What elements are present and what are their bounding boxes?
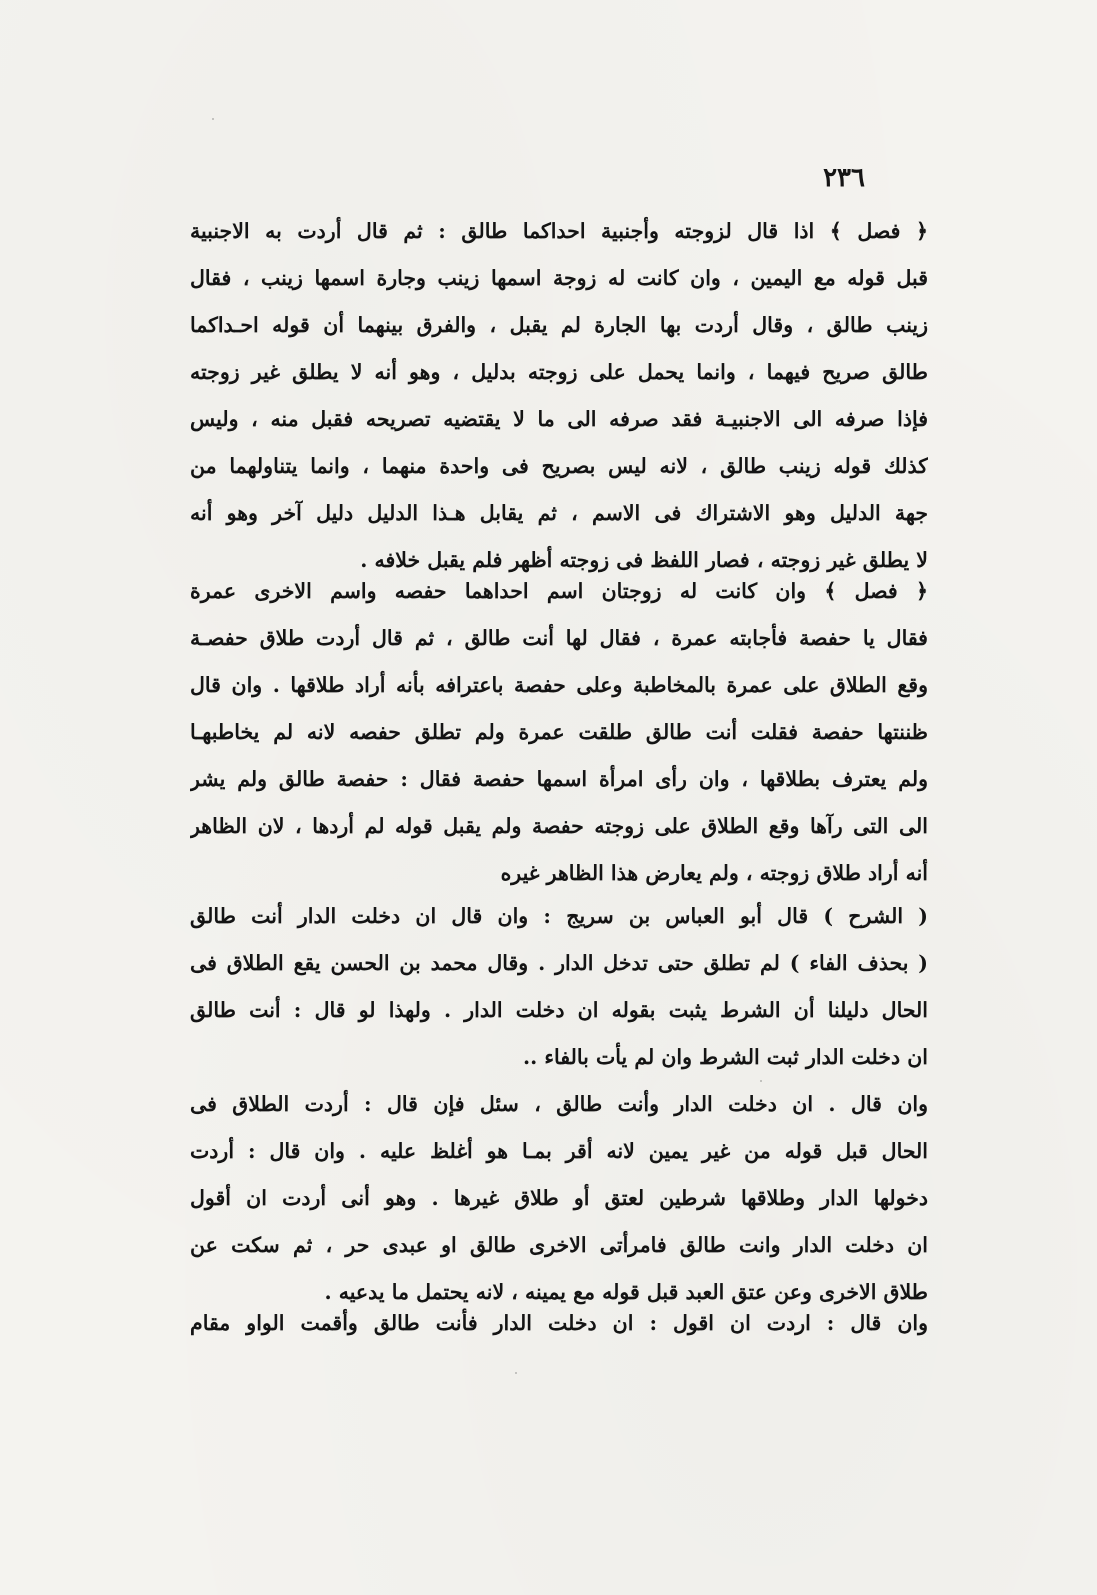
text-line: كذلك قوله زينب طالق ، لانه ليس بصريح فى واحدة منهما ، وانما يتناولهما من (190, 454, 928, 478)
paragraph-condition-waw (190, 1081, 928, 1316)
text-line: ان دخلت الدار وانت طالق فامرأتى الاخرى طالق او عبدى حر ، ثم سكت عن (190, 1233, 928, 1257)
paragraph-fasl-hafsa-amra (190, 568, 928, 897)
paragraph-sharh-commentary (190, 893, 928, 1081)
scan-speck (515, 1372, 517, 1374)
text-line: ظننتها حفصة فقلت أنت طالق طلقت عمرة ولم تطلق حفصه لانه لم يخاطبهـا (190, 720, 928, 744)
text-line: ﴿ فصل ﴾ وان كانت له زوجتان اسم احداهما حفصه واسم الاخرى عمرة (190, 579, 928, 603)
text-line: لا يطلق غير زوجته ، فصار اللفظ فى زوجته أظهر فلم يقبل خلافه . (360, 548, 928, 572)
text-line: الحال دليلنا أن الشرط يثبت بقوله ان دخلت الدار . ولهذا لو قال : أنت طالق (190, 998, 928, 1022)
text-line: الى التى رآها وقع الطلاق على زوجته حفصة ولم يقبل قوله لم أردها ، لان الظاهر (190, 814, 928, 838)
text-line: فقال يا حفصة فأجابته عمرة ، فقال لها أنت طالق ، ثم قال أردت طلاق حفصـة (190, 626, 928, 650)
text-line: وان قال . ان دخلت الدار وأنت طالق ، سئل فإن قال : أردت الطلاق فى (190, 1092, 928, 1116)
text-line: ﴿ فصل ﴾ اذا قال لزوجته وأجنبية احداكما طالق : ثم قال أردت به الاجنبية (190, 219, 928, 243)
scan-speck (760, 1080, 762, 1082)
text-line: ولم يعترف بطلاقها ، وان رأى امرأة اسمها حفصة فقال : حفصة طالق ولم يشر (190, 767, 928, 791)
text-line: طلاق الاخرى وعن عتق العبد قبل قوله مع يمينه ، لانه يحتمل ما يدعيه . (324, 1280, 928, 1304)
text-line: ( الشرح ) قال أبو العباس بن سريج : وان قال ان دخلت الدار أنت طالق (190, 904, 928, 928)
text-line: زينب طالق ، وقال أردت بها الجارة لم يقبل ، والفرق بينهما أن قوله احـداكما (190, 313, 928, 337)
text-line: ( بحذف الفاء ) لم تطلق حتى تدخل الدار . وقال محمد بن الحسن يقع الطلاق فى (190, 951, 928, 975)
text-line: الحال قبل قوله من غير يمين لانه أقر بمـا هو أغلظ عليه . وان قال : أردت (190, 1139, 928, 1163)
text-line: وان قال : اردت ان اقول : ان دخلت الدار فأنت طالق وأقمت الواو مقام (190, 1311, 928, 1335)
text-line: أنه أراد طلاق زوجته ، ولم يعارض هذا الظاهر غيره (500, 861, 928, 885)
page-number: ٢٣٦ (823, 163, 865, 193)
text-line: ان دخلت الدار ثبت الشرط وان لم يأت بالفاء .. (522, 1045, 928, 1069)
scan-speck (212, 118, 214, 120)
text-line: دخولها الدار وطلاقها شرطين لعتق أو طلاق غيرها . وهو أنى أردت ان أقول (190, 1186, 928, 1210)
text-line: طالق صريح فيهما ، وانما يحمل على زوجته بدليل ، وهو أنه لا يطلق غير زوجته (190, 360, 928, 384)
text-line: قبل قوله مع اليمين ، وان كانت له زوجة اسمها زينب وجارة اسمها زينب ، فقال (190, 266, 928, 290)
text-line: وقع الطلاق على عمرة بالمخاطبة وعلى حفصة باعترافه بأنه أراد طلاقها . وان قال (190, 673, 928, 697)
paragraph-fasl-two-wives-foreigner (190, 208, 928, 584)
text-line: فإذا صرفه الى الاجنبيـة فقد صرفه الى ما لا يقتضيه تصريحه فقبل منه ، وليس (190, 407, 928, 431)
text-line: جهة الدليل وهو الاشتراك فى الاسم ، ثم يقابل هـذا الدليل دليل آخر وهو أنه (190, 501, 928, 525)
paragraph-final-line (190, 1300, 928, 1347)
